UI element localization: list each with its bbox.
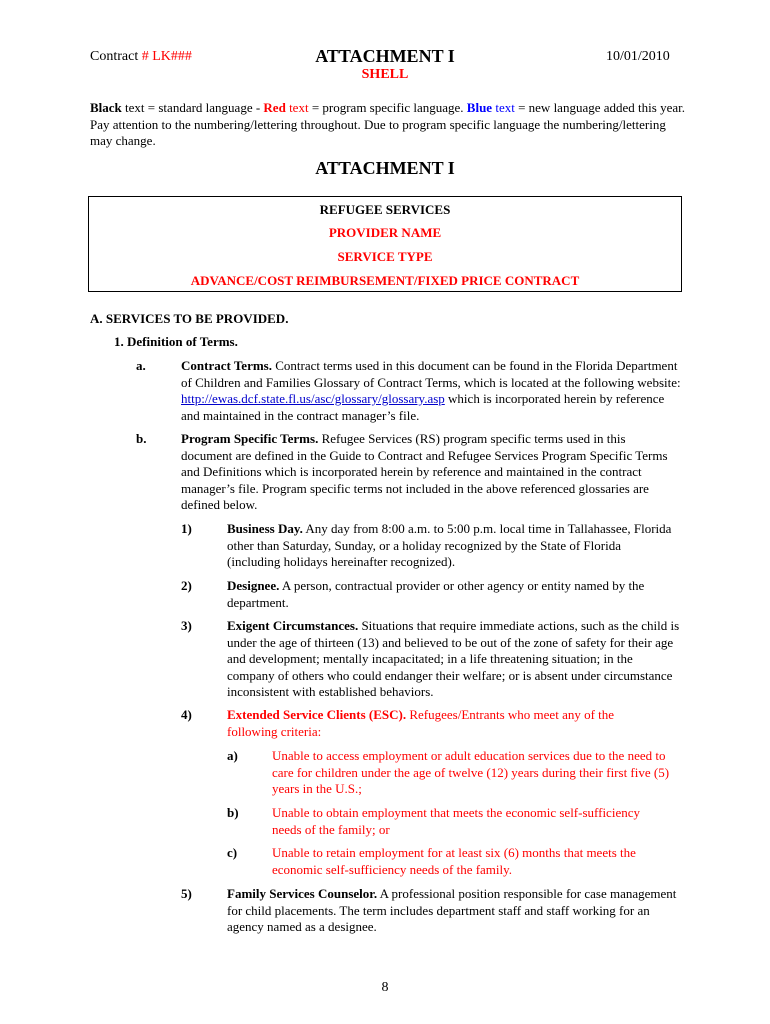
term-3-body: Situations that require immediate actions, such as the child is under the age of thirteen (13) and believed to be out of the zone of safety for their age and development; mentally incapacitated; in a life threatening situation; in the company of others who could endanger their welfare; or is absent under circumstance inconsistent with established behaviors. [227, 618, 680, 699]
legend-black: Black [90, 100, 122, 115]
term-4-body: Refugees/Entrants who meet any of the following criteria: [227, 707, 615, 739]
item-b-label: b. [136, 431, 147, 446]
term-4-heading: Extended Service Clients (ESC). [227, 707, 407, 722]
term-3-label: 3) [181, 618, 192, 633]
document-date: 10/01/2010 [606, 49, 670, 64]
legend-red: Red [263, 100, 286, 115]
contract-info-box [88, 196, 682, 292]
page-title: ATTACHMENT I [315, 46, 455, 66]
term-4-text [227, 707, 657, 740]
term-2-body: A person, contractual provider or other agency or entity named by the department. [227, 578, 645, 610]
item-b-text [181, 431, 671, 514]
term-5-text [227, 886, 677, 936]
term-2-heading: Designee. [227, 578, 280, 593]
legend-blue-text: text [492, 100, 515, 115]
term-1-body: Any day from 8:00 a.m. to 5:00 p.m. local time in Tallahassee, Florida other than Saturday, Sunday, or a holiday recognized by the State of Florida (including holidays hereinafter recognized). [227, 521, 672, 569]
criteria-b-text: Unable to obtain employment that meets the economic self-sufficiency needs of the family; or [272, 805, 640, 837]
contract-label: Contract [90, 49, 142, 64]
criteria-a-text: Unable to access employment or adult education services due to the need to care for children under the age of twelve (12) years during their first five (5) years in the U.S.; [272, 748, 670, 796]
term-2-text [227, 578, 677, 611]
attachment-title: ATTACHMENT I [315, 158, 455, 178]
box-contract-type: ADVANCE/COST REIMBURSEMENT/FIXED PRICE CONTRACT [190, 273, 580, 288]
item-b-heading: Program Specific Terms. [181, 431, 319, 446]
term-1-text [227, 521, 677, 571]
box-service-type: SERVICE TYPE [337, 249, 433, 264]
term-1-heading: Business Day. [227, 521, 303, 536]
criteria-c-text: Unable to retain employment for at least six (6) months that meets the economic self-sufficiency needs of the family. [272, 845, 636, 877]
criteria-b-label: b) [227, 805, 239, 820]
box-provider: PROVIDER NAME [328, 225, 442, 240]
legend-blue-desc: = new language added this year. Pay attention to the numbering/lettering throughout. Due to program specific language the numbering/lettering may change. [90, 100, 685, 148]
criteria-a-label: a) [227, 748, 238, 763]
term-1-label: 1) [181, 521, 192, 536]
item-a-body-end: which is incorporated herein by reference and maintained in the contract manager’s file. [181, 391, 665, 423]
term-4-label: 4) [181, 707, 192, 722]
color-legend [90, 100, 690, 150]
term-2-label: 2) [181, 578, 192, 593]
section-heading: A. SERVICES TO BE PROVIDED. [90, 311, 289, 326]
page-number: 8 [381, 980, 389, 995]
legend-red-desc: = program specific language. [308, 100, 467, 115]
criteria-c-label: c) [227, 845, 238, 860]
term-5-label: 5) [181, 886, 192, 901]
item-a-label: a. [136, 358, 146, 373]
legend-red-text: text [285, 100, 309, 115]
item-a-body: Contract terms used in this document can be found in the Florida Department of Children and Families Glossary of Contract Terms, which is located at the following website: [181, 358, 681, 390]
contract-id: # LK### [141, 49, 192, 64]
box-program: REFUGEE SERVICES [319, 202, 451, 217]
legend-blue: Blue [466, 100, 493, 115]
glossary-link[interactable]: http://ewas.dcf.state.fl.us/asc/glossary/glossary.asp [181, 391, 445, 406]
item-a-heading: Contract Terms. [181, 358, 272, 373]
shell-label: SHELL [361, 67, 409, 82]
term-5-body: A professional position responsible for case management for child placements. The term includes department staff and staff working for an agency named as a designee. [227, 886, 677, 934]
subsection-heading: 1. Definition of Terms. [114, 334, 238, 349]
item-a-text [181, 358, 681, 424]
term-5-heading: Family Services Counselor. [227, 886, 378, 901]
term-3-text [227, 618, 682, 701]
term-3-heading: Exigent Circumstances. [227, 618, 359, 633]
item-b-body: Refugee Services (RS) program specific terms used in this document are defined in the Guide to Contract and Refugee Services Program Specific Terms and Definitions which is incorporated herein by reference and maintained in the contract manager’s file. Program specific terms not included in the above referenced glossaries are defined below. [181, 431, 668, 512]
legend-black-text: text = standard language - [121, 100, 264, 115]
